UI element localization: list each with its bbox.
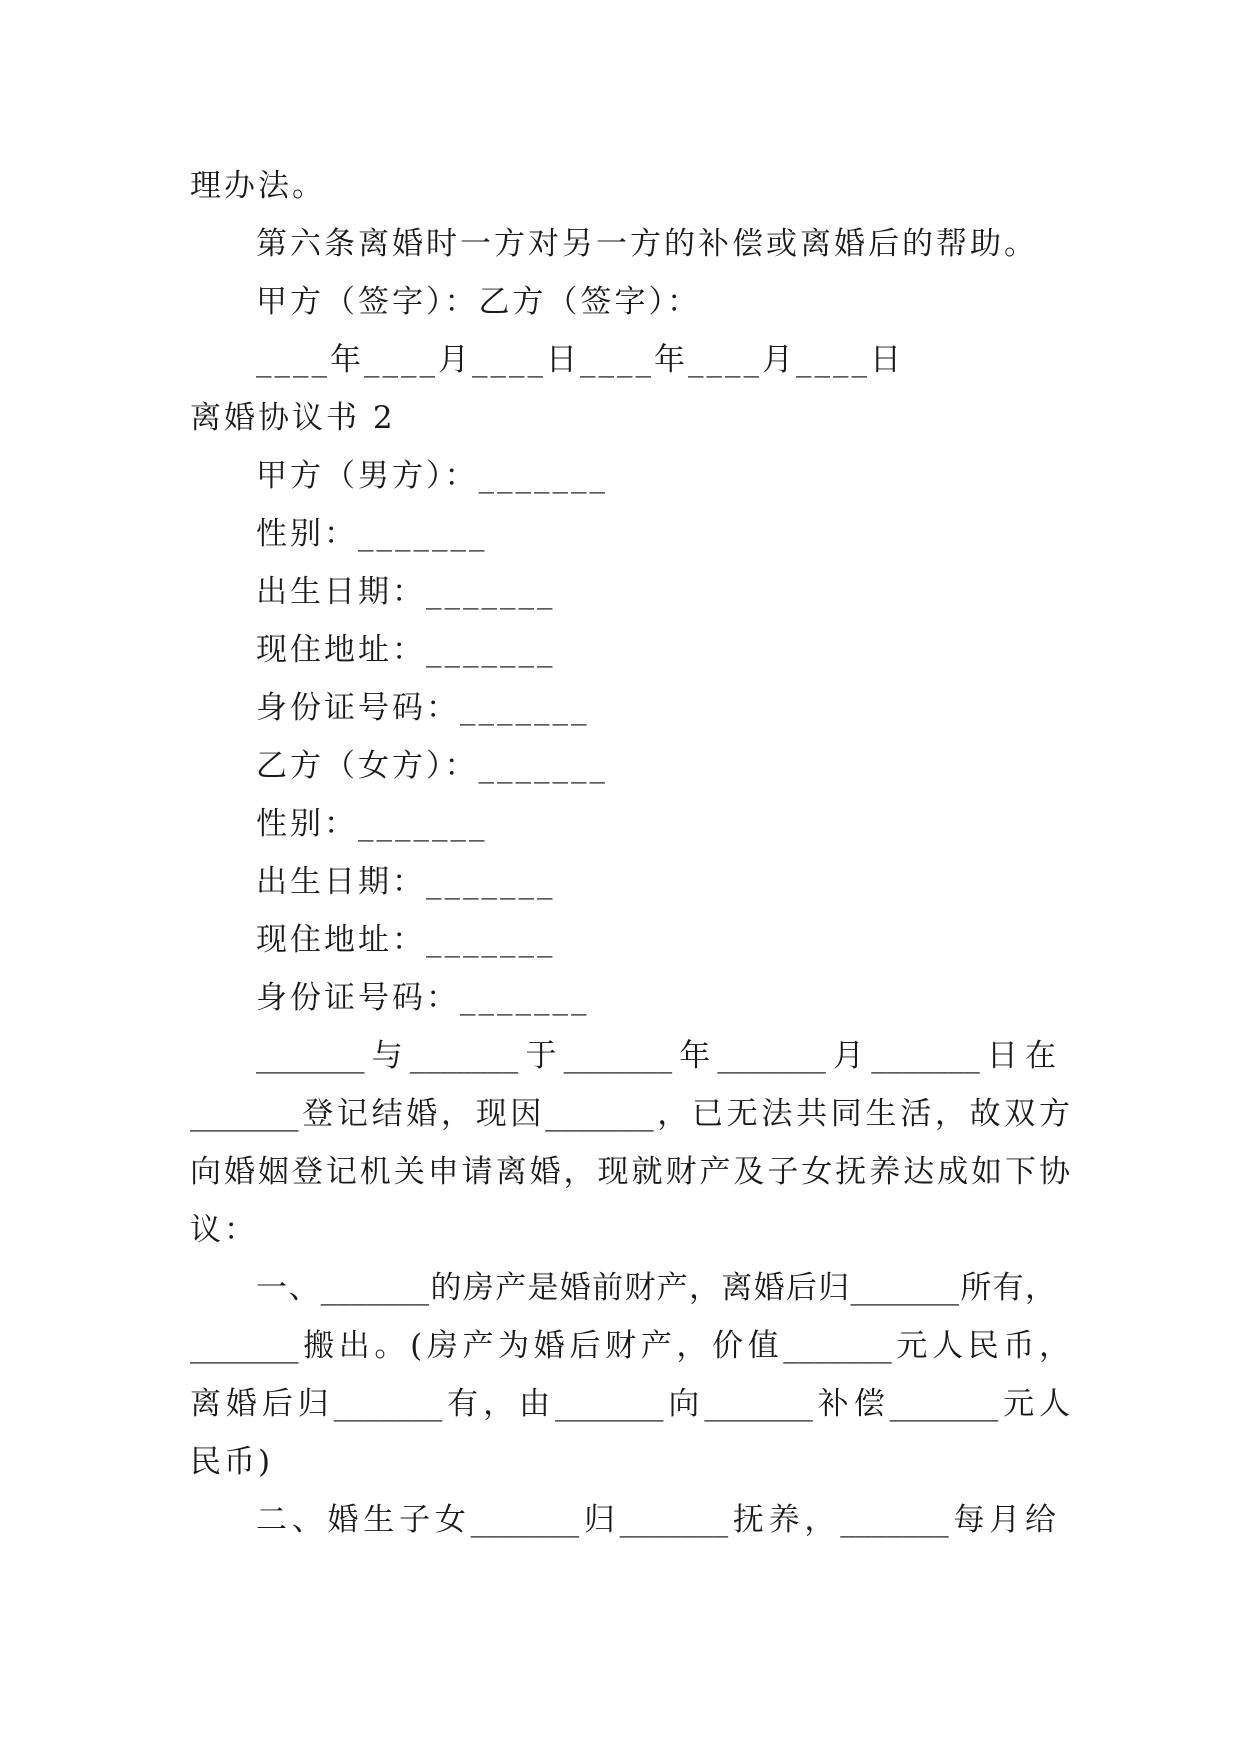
paragraph-line: _______与_______于_______年_______月_______日在: [256, 1038, 1056, 1074]
party-a-gender: 性别：_______: [256, 516, 488, 552]
clause-one-line: _______搬出。(房产为婚后财产，价值_______元人民币，: [190, 1328, 1070, 1364]
clause-two-line: 二、婚生子女_______归_______抚养，_______每月给: [256, 1502, 1056, 1538]
signature-line: 甲方（签字）：乙方（签字）：: [256, 284, 701, 320]
party-b-id-number: 身份证号码：_______: [256, 980, 590, 1016]
party-a-line: 甲方（男方）：_______: [256, 458, 608, 494]
paragraph-line: _______登记结婚，现因_______，已无法共同生活，故双方: [190, 1096, 1070, 1132]
party-b-gender: 性别：_______: [256, 806, 488, 842]
party-a-id-number: 身份证号码：_______: [256, 690, 590, 726]
party-b-line: 乙方（女方）：_______: [256, 748, 608, 784]
clause-one-line: 离婚后归_______有，由_______向_______补偿_______元人: [190, 1386, 1070, 1422]
paragraph-line: 向婚姻登记机关申请离婚，现就财产及子女抚养达成如下协: [190, 1154, 1070, 1190]
party-a-address: 现住地址：_______: [256, 632, 556, 668]
party-a-birthdate: 出生日期：_______: [256, 574, 556, 610]
clause-one-line: 民币): [190, 1444, 274, 1480]
date-line: ____年____月____日____年____月____日: [256, 342, 904, 378]
clause-one-line: 一、_______的房产是婚前财产，离婚后归_______所有，: [256, 1270, 1056, 1306]
paragraph-line: 议：: [190, 1212, 258, 1248]
party-b-birthdate: 出生日期：_______: [256, 864, 556, 900]
agreement-title: 离婚协议书 2: [190, 400, 396, 436]
article-six-line: 第六条离婚时一方对另一方的补偿或离婚后的帮助。: [256, 226, 1038, 262]
text-line: 理办法。: [190, 168, 326, 204]
party-b-address: 现住地址：_______: [256, 922, 556, 958]
